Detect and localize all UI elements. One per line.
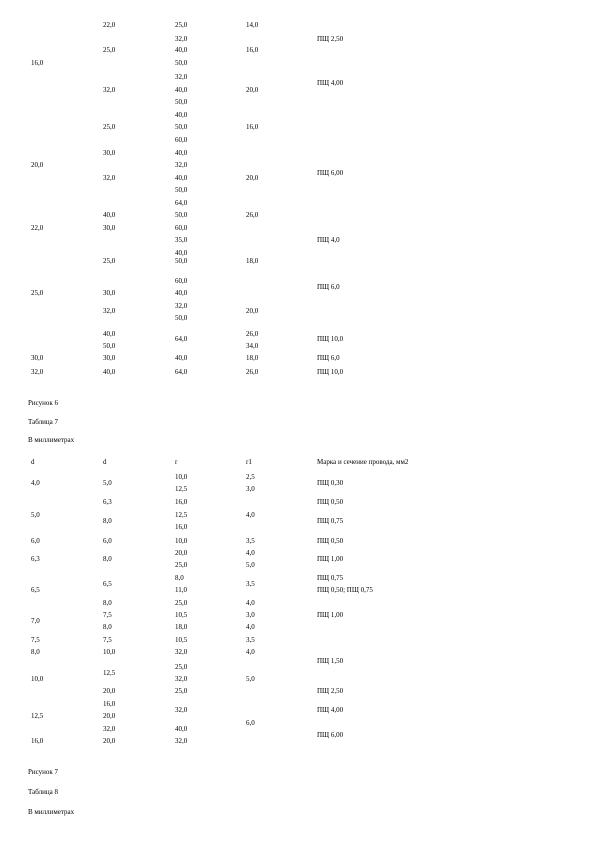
table7-cell-d: 20,0: [103, 737, 116, 745]
table6-cell-r: 50,0: [175, 257, 188, 265]
table6-cell-d: 16,0: [31, 59, 44, 67]
table7-header-r: r: [175, 458, 178, 466]
table6-cell-m: ПЩ 2,50: [317, 35, 344, 43]
table7-cell-r: 11,0: [175, 586, 187, 594]
table6-cell-r: 50,0: [175, 123, 188, 131]
table6-cell-r1: 14,0: [246, 21, 259, 29]
table6-cell-r: 50,0: [175, 211, 188, 219]
table6-cell-d: 25,0: [31, 289, 44, 297]
table7-cell-m: ПЩ 0,50: [317, 498, 344, 506]
table6-cell-r1: 18,0: [246, 354, 259, 362]
figure-6-caption: Рисунок 6: [28, 399, 59, 407]
table6-cell-d: 22,0: [103, 21, 116, 29]
table7-header-d: d: [31, 458, 35, 466]
table6-cell-r: 50,0: [175, 314, 188, 322]
table7-cell-d: 20,0: [103, 687, 116, 695]
table6-cell-r1: 26,0: [246, 211, 259, 219]
table7-cell-r: 10,0: [175, 473, 188, 481]
table-7-title: Таблица 7: [28, 418, 58, 426]
table7-cell-r: 32,0: [175, 648, 188, 656]
table7-cell-r1: 3,5: [246, 636, 255, 644]
table7-cell-r1: 4,0: [246, 599, 255, 607]
table-7-units: В миллиметрах: [28, 436, 75, 444]
table7-cell-d: 6,0: [103, 537, 112, 545]
table6-cell-r: 50,0: [175, 98, 188, 106]
table7-cell-m: ПЩ 4,00: [317, 706, 344, 714]
table6-cell-d: 30,0: [103, 224, 116, 232]
table6-cell-d: 32,0: [103, 307, 116, 315]
table6-cell-d: 25,0: [103, 123, 116, 131]
table6-cell-d: 30,0: [103, 289, 116, 297]
table7-cell-d: 8,0: [103, 517, 112, 525]
table7-cell-r: 12,5: [175, 511, 188, 519]
table6-cell-r: 50,0: [175, 59, 188, 67]
table6-cell-d: 30,0: [31, 354, 44, 362]
table7-cell-r: 40,0: [175, 725, 188, 733]
table7-cell-d: 6,3: [31, 555, 40, 563]
table6-cell-r: 40,0: [175, 111, 188, 119]
table7-cell-m: ПЩ 0,50: [317, 537, 344, 545]
table7-cell-r1: 4,0: [246, 511, 255, 519]
table7-cell-m: ПЩ 0,75: [317, 574, 344, 582]
table6-cell-r1: 26,0: [246, 330, 259, 338]
table6-cell-m: ПЩ 10,0: [317, 368, 344, 376]
table6-cell-m: ПЩ 10,0: [317, 335, 344, 343]
table6-cell-m: ПЩ 6,0: [317, 354, 340, 362]
table7-cell-r: 18,0: [175, 623, 188, 631]
table7-cell-d: 12,5: [31, 712, 44, 720]
table7-cell-r1: 4,0: [246, 549, 255, 557]
table7-header-r1: r1: [246, 458, 252, 466]
table7-cell-m: ПЩ 6,00: [317, 731, 344, 739]
table6-cell-r: 40,0: [175, 354, 188, 362]
table6-cell-r: 64,0: [175, 335, 188, 343]
table6-cell-r: 32,0: [175, 35, 188, 43]
table6-cell-d: 32,0: [31, 368, 44, 376]
table6-cell-d: 32,0: [103, 174, 116, 182]
table6-cell-d: 30,0: [103, 149, 116, 157]
table7-cell-d: 8,0: [103, 599, 112, 607]
table6-cell-d: 25,0: [103, 257, 116, 265]
table7-header-m: Марка и сечение провода, мм2: [317, 458, 409, 466]
table7-cell-d: 8,0: [31, 648, 40, 656]
table6-cell-r1: 34,0: [246, 342, 259, 350]
table7-cell-r1: 6,0: [246, 719, 255, 727]
table7-cell-r: 16,0: [175, 523, 188, 531]
table7-cell-r: 8,0: [175, 574, 184, 582]
table6-cell-r: 60,0: [175, 136, 188, 144]
table7-cell-d: 7,0: [31, 617, 40, 625]
table6-cell-r: 64,0: [175, 368, 188, 376]
table7-cell-d: 7,5: [103, 611, 112, 619]
table6-cell-r1: 18,0: [246, 257, 259, 265]
table7-header-d: d: [103, 458, 107, 466]
table6-cell-r: 40,0: [175, 149, 188, 157]
table7-cell-m: ПЩ 2,50: [317, 687, 344, 695]
table-8-title: Таблица 8: [28, 788, 58, 796]
table7-cell-r: 32,0: [175, 706, 188, 714]
table6-cell-r: 32,0: [175, 73, 188, 81]
table7-cell-d: 32,0: [103, 725, 116, 733]
table7-cell-m: ПЩ 1,00: [317, 555, 344, 563]
table7-cell-d: 6,5: [31, 586, 40, 594]
table7-cell-d: 6,5: [103, 580, 112, 588]
table7-cell-d: 8,0: [103, 555, 112, 563]
table6-cell-r1: 20,0: [246, 174, 259, 182]
table-8-units: В миллиметрах: [28, 808, 75, 816]
table7-cell-d: 7,5: [31, 636, 40, 644]
table7-cell-r: 32,0: [175, 737, 188, 745]
table7-cell-d: 16,0: [31, 737, 44, 745]
table7-cell-d: 8,0: [103, 623, 112, 631]
table7-cell-d: 16,0: [103, 700, 116, 708]
table7-cell-m: ПЩ 0,50; ПЩ 0,75: [317, 586, 373, 594]
table6-cell-d: 30,0: [103, 354, 116, 362]
table7-cell-m: ПЩ 1,00: [317, 611, 344, 619]
table6-cell-r: 40,0: [175, 86, 188, 94]
table7-cell-r1: 3,5: [246, 537, 255, 545]
table7-cell-r: 10,5: [175, 636, 188, 644]
table6-cell-d: 32,0: [103, 86, 116, 94]
table6-cell-r1: 20,0: [246, 86, 259, 94]
table6-cell-r: 50,0: [175, 186, 188, 194]
table7-cell-d: 4,0: [31, 479, 40, 487]
table6-cell-r: 60,0: [175, 224, 188, 232]
table7-cell-d: 5,0: [103, 479, 112, 487]
table7-cell-r: 25,0: [175, 561, 188, 569]
table7-cell-r: 10,5: [175, 611, 188, 619]
table7-cell-d: 7,5: [103, 636, 112, 644]
table7-cell-d: 10,0: [103, 648, 116, 656]
table7-cell-r: 16,0: [175, 498, 188, 506]
table6-cell-r1: 26,0: [246, 368, 259, 376]
table7-cell-m: ПЩ 0,30: [317, 479, 344, 487]
table6-cell-r: 40,0: [175, 289, 188, 297]
table6-cell-r1: 20,0: [246, 307, 259, 315]
table6-cell-m: ПЩ 4,00: [317, 79, 344, 87]
table6-cell-r: 32,0: [175, 161, 188, 169]
figure-7-caption: Рисунок 7: [28, 768, 59, 776]
table6-cell-r: 64,0: [175, 199, 188, 207]
table6-cell-d: 40,0: [103, 368, 116, 376]
table7-cell-d: 10,0: [31, 675, 44, 683]
table6-cell-r1: 16,0: [246, 123, 259, 131]
table7-cell-m: ПЩ 0,75: [317, 517, 344, 525]
table7-cell-r1: 3,0: [246, 485, 255, 493]
table7-cell-r: 10,0: [175, 537, 188, 545]
table7-cell-r: 25,0: [175, 599, 188, 607]
table7-cell-d: 20,0: [103, 712, 116, 720]
table6-cell-d: 20,0: [31, 161, 44, 169]
table7-cell-r: 25,0: [175, 663, 188, 671]
table6-cell-d: 22,0: [31, 224, 44, 232]
table6-cell-d: 25,0: [103, 46, 116, 54]
table6-cell-r: 35,0: [175, 236, 188, 244]
table7-cell-d: 6,0: [31, 537, 40, 545]
table7-cell-m: ПЩ 1,50: [317, 657, 344, 665]
table7-cell-r: 25,0: [175, 687, 188, 695]
table7-cell-r: 20,0: [175, 549, 188, 557]
table7-cell-r1: 3,0: [246, 611, 255, 619]
table7-cell-r1: 4,0: [246, 623, 255, 631]
table6-cell-d: 40,0: [103, 330, 116, 338]
table7-cell-r: 32,0: [175, 675, 188, 683]
table6-cell-d: 40,0: [103, 211, 116, 219]
table6-cell-r1: 16,0: [246, 46, 259, 54]
table7-cell-r1: 2,5: [246, 473, 255, 481]
table7-cell-d: 6,3: [103, 498, 112, 506]
table6-cell-r: 25,0: [175, 21, 188, 29]
table7-cell-r1: 4,0: [246, 648, 255, 656]
table7-cell-r1: 3,5: [246, 580, 255, 588]
table7-cell-r: 12,5: [175, 485, 188, 493]
table6-cell-r: 40,0: [175, 174, 188, 182]
table7-cell-r1: 5,0: [246, 675, 255, 683]
table6-cell-d: 50,0: [103, 342, 116, 350]
table6-cell-r: 60,0: [175, 277, 188, 285]
table6-cell-m: ПЩ 4,0: [317, 236, 340, 244]
table6-cell-m: ПЩ 6,0: [317, 283, 340, 291]
table6-cell-r: 40,0: [175, 249, 188, 257]
table7-cell-r1: 5,0: [246, 561, 255, 569]
table7-cell-d: 12,5: [103, 669, 116, 677]
table6-cell-r: 32,0: [175, 302, 188, 310]
table7-cell-d: 5,0: [31, 511, 40, 519]
table6-cell-m: ПЩ 6,00: [317, 169, 344, 177]
table6-cell-r: 40,0: [175, 46, 188, 54]
